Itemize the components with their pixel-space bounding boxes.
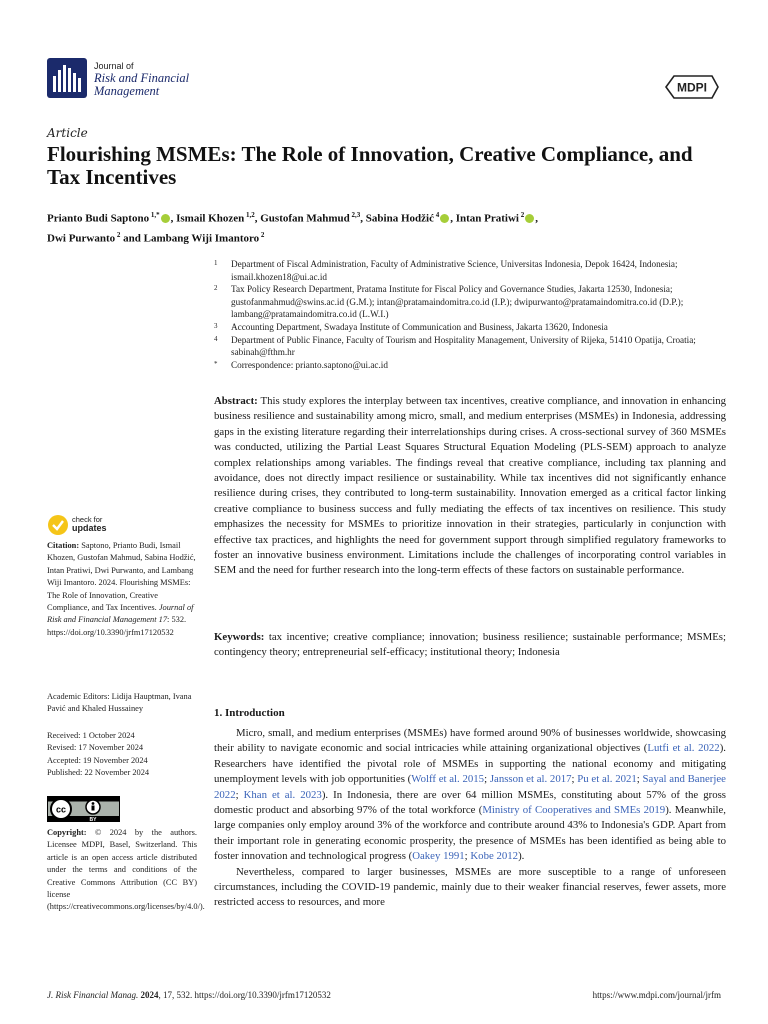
- affiliation-number: 4: [214, 334, 218, 343]
- intro-paragraph-2: Nevertheless, compared to larger businesses, MSMEs are more susceptible to a range of unforeseen circumstances, including the COVID-19 pandemic, mainly due to their weaker financial reserves, fewer assets, more restricted access to resources, and more: [214, 865, 726, 909]
- author-name: Ismail Khozen: [176, 212, 245, 225]
- author-affiliation-marker: 4: [433, 211, 440, 219]
- affiliation-item: [214, 334, 726, 359]
- affiliation-text: Department of Fiscal Administration, Faculty of Administrative Science, Universitas Indonesia, Depok 16424, Indonesia; ismail.khozen18@ui.ac.id: [231, 259, 678, 282]
- section-heading-introduction: 1. Introduction: [214, 707, 285, 719]
- editors-label: Academic Editors:: [47, 692, 110, 701]
- body-text: ). Meanwhile, large companies only employ around 3% of the workforce and contribute around 43% to Indonesia's GDP. Apart from their important role in generating economic prosperity, the presence of MSMEs has been identified as being able to foster innovation and technological progress (: [214, 804, 726, 863]
- footer-journal-abbrev: J. Risk Financial Manag.: [47, 990, 139, 1000]
- abstract: [214, 394, 726, 579]
- paper-title: Flourishing MSMEs: The Role of Innovation, Creative Compliance, and Tax Incentives: [47, 142, 693, 189]
- orcid-icon[interactable]: [440, 214, 449, 223]
- citation-link[interactable]: Jansson et al. 2017: [489, 773, 572, 786]
- citation-link[interactable]: Pu et al. 2021: [577, 773, 637, 786]
- footer-year: 2024: [140, 990, 159, 1000]
- author-name: Intan Pratiwi: [455, 212, 519, 225]
- orcid-icon[interactable]: [525, 214, 534, 223]
- mdpi-logo-icon: [662, 72, 722, 102]
- affiliation-number: 3: [214, 321, 218, 330]
- footer-citation: [47, 990, 331, 1000]
- journal-name: [94, 60, 189, 98]
- citation-label: Citation:: [47, 541, 80, 550]
- check-for-updates-badge[interactable]: [47, 512, 137, 540]
- footer-doi[interactable]: , 17, 532. https://doi.org/10.3390/jrfm17120532: [158, 990, 331, 1000]
- author-affiliation-marker: 1,*: [149, 211, 160, 219]
- publisher-name: MDPI: [677, 80, 707, 95]
- body-text: ). Researchers have identified the pivotal role of MSMEs in supporting the national economy and mitigating unemployment levels with job opportunities (: [214, 742, 726, 786]
- body-text: ;: [571, 773, 578, 786]
- affiliation-text: Department of Public Finance, Faculty of Tourism and Hospitality Management, University of Rijeka, 51410 Opatija, Croatia; sabinah@fthm.hr: [231, 334, 696, 358]
- author-name: Sabina Hodžić: [365, 212, 434, 225]
- body-text: ;: [636, 773, 643, 786]
- author-affiliation-marker: 2: [115, 230, 121, 239]
- citation-link[interactable]: Kobe 2012: [470, 850, 519, 863]
- body-text: ).: [518, 850, 525, 863]
- footer-journal-url[interactable]: https://www.mdpi.com/journal/jrfm: [592, 990, 721, 1000]
- author-affiliation-marker: 2: [259, 230, 265, 239]
- citation-volume: 17: [158, 615, 168, 625]
- author-separator: ,: [360, 212, 366, 225]
- check-updates-line1: check for: [72, 515, 103, 524]
- citation-link[interactable]: Sayal and Banerjee 2022: [214, 773, 726, 801]
- body-text: ;: [484, 773, 490, 786]
- cc-by-license-icon[interactable]: [47, 796, 120, 822]
- affiliation-item: [214, 283, 726, 321]
- journal-logo-icon: [47, 58, 87, 98]
- author-separator: ,: [254, 212, 261, 225]
- citation-link[interactable]: Lutfi et al. 2022: [647, 742, 720, 755]
- publication-dates: [47, 730, 197, 780]
- author-affiliation-marker: 2,3: [349, 211, 361, 219]
- cc-by-text: BY: [89, 817, 97, 822]
- copyright-notice: [47, 827, 205, 914]
- introduction-body: [214, 726, 726, 911]
- citation-link[interactable]: Oakey 1991: [412, 850, 465, 863]
- citation-link[interactable]: Ministry of Cooperatives and SMEs 2019: [482, 804, 666, 817]
- affiliations: [214, 258, 726, 371]
- body-text: ;: [464, 850, 471, 863]
- citation-link[interactable]: Wolff et al. 2015: [411, 773, 485, 786]
- author-name: Dwi Purwanto: [47, 232, 116, 245]
- copyright-label: Copyright:: [47, 828, 87, 837]
- keywords-label: Keywords:: [214, 631, 265, 643]
- copyright-text: © 2024 by the authors. Licensee MDPI, Basel, Switzerland. This article is an open access article distributed under the terms and conditions of the Creative Commons Attribution (CC BY) license (https://creativecommons.org/licenses/by/4.0/).: [47, 828, 205, 912]
- abstract-label: Abstract:: [214, 395, 258, 407]
- affiliation-number: 1: [214, 259, 218, 267]
- author-separator: ,: [450, 212, 456, 225]
- citation-link[interactable]: Khan et al. 2023: [243, 788, 322, 801]
- date-published: Published: 22 November 2024: [47, 768, 150, 778]
- author-separator: and: [120, 232, 144, 245]
- author-affiliation-marker: 1,2: [244, 211, 255, 219]
- citation-block: [47, 540, 197, 639]
- journal-title-line1: Risk and Financial: [94, 71, 190, 85]
- affiliation-item: [214, 258, 726, 283]
- author-affiliation-marker: 2: [518, 211, 525, 219]
- author-separator: ,: [535, 212, 538, 225]
- author-name: Lambang Wiji Imantoro: [143, 232, 260, 245]
- citation-journal: Journal of Risk and Financial Management: [47, 603, 194, 625]
- affiliation-text: Tax Policy Research Department, Pratama Institute for Fiscal Policy and Governance Studies, Jakarta 12530, Indonesia; gustofanmahmud@swins.ac.id (G.M.); intan@pratamaindomitra.co.id (I.P.); dwipurwanto@pratamaindomitra.co.id (D.P.); lambang@pratamaindomitra.co.id (L.W.I.): [231, 284, 684, 320]
- affiliation-item: [214, 359, 726, 372]
- check-updates-icon: [47, 514, 69, 536]
- abstract-text: This study explores the interplay between tax incentives, creative compliance, and innovation in enhancing business resilience and sustainability among micro, small, and medium enterprises (MSMEs) in Indonesia, addressing gaps in the existing literature regarding their interrelationships during crises. A cross-sectional survey of 360 MSMEs was conducted, utilizing the Partial Least Squares Structural Equation Modeling (PLS-SEM) approach to analyze complex relationships among variables. The findings reveal that creative compliance, including tax planning and avoidance, does not directly impact resilience or sustainability. While tax incentives did not significantly enhance resilience during crises, they contributed to long-term sustainability. Innovation emerged as a critical factor linking creative compliance to business success and fully mediating the effects of tax incentives on resilience. This study emphasizes the necessity for MSMEs to prioritize innovation in their strategies, particularly in conjunction with effective tax practices, and highlights the need for government support through simplified regulatory frameworks to foster an innovative business environment. Limitations include the challenges of incorporating control variables in SEM and the need for further research into the long-term effects of these factors on sustainable performance.: [214, 395, 726, 577]
- author-separator: ,: [170, 212, 177, 225]
- svg-text:cc: cc: [55, 804, 67, 815]
- author-name: Prianto Budi Saptono: [47, 212, 150, 225]
- affiliation-item: [214, 321, 726, 334]
- body-text: ). In Indonesia, there are over 64 million MSMEs, constituting about 57% of the gross domestic product and absorbing 97% of the total workforce (: [214, 788, 726, 817]
- orcid-icon[interactable]: [161, 214, 170, 223]
- journal-title-line2: Management: [94, 84, 160, 98]
- citation-doi[interactable]: : 532. https://doi.org/10.3390/jrfm17120532: [47, 615, 187, 637]
- date-received: Received: 1 October 2024: [47, 731, 135, 740]
- author-name: Gustofan Mahmud: [260, 212, 350, 225]
- affiliation-text: Accounting Department, Swadaya Institute of Communication and Business, Jakarta 13620, Indonesia: [231, 321, 608, 332]
- intro-paragraph-1: [214, 726, 726, 865]
- article-type: Article: [47, 126, 88, 140]
- affiliation-number: 2: [214, 284, 218, 293]
- author-list: [47, 207, 727, 246]
- keywords: [214, 630, 726, 661]
- keywords-text: tax incentive; creative compliance; innovation; business resilience; sustainable performance; MSMEs; contingency theory; entrepreneurial self-efficacy; institutional theory; Indonesia: [214, 631, 727, 659]
- affiliation-text: Correspondence: prianto.saptono@ui.ac.id: [231, 359, 388, 370]
- editors-text: Lidija Hauptman, Ivana Pavić and Khaled Hussainey: [47, 692, 192, 714]
- body-text: Micro, small, and medium enterprises (MSMEs) have formed around 90% of businesses worldwide, showcasing their ability to navigate economic and social intricacies while attaining organizational objectives (: [214, 727, 726, 755]
- body-text: ;: [235, 788, 244, 801]
- journal-prefix: Journal of: [94, 61, 134, 71]
- citation-text: Saptono, Prianto Budi, Ismail Khozen, Gustofan Mahmud, Sabina Hodžić, Intan Pratiwi, Dwi Purwanto, and Lambang Wiji Imantoro. 2024. Flourishing MSMEs: The Role of Innovation, Creative Compliance, and Tax Incentives.: [47, 541, 196, 613]
- date-revised: Revised: 17 November 2024: [47, 743, 144, 753]
- check-updates-line2: updates: [72, 523, 107, 533]
- academic-editors: [47, 691, 197, 716]
- affiliation-number: *: [214, 359, 218, 368]
- date-accepted: Accepted: 19 November 2024: [47, 755, 148, 765]
